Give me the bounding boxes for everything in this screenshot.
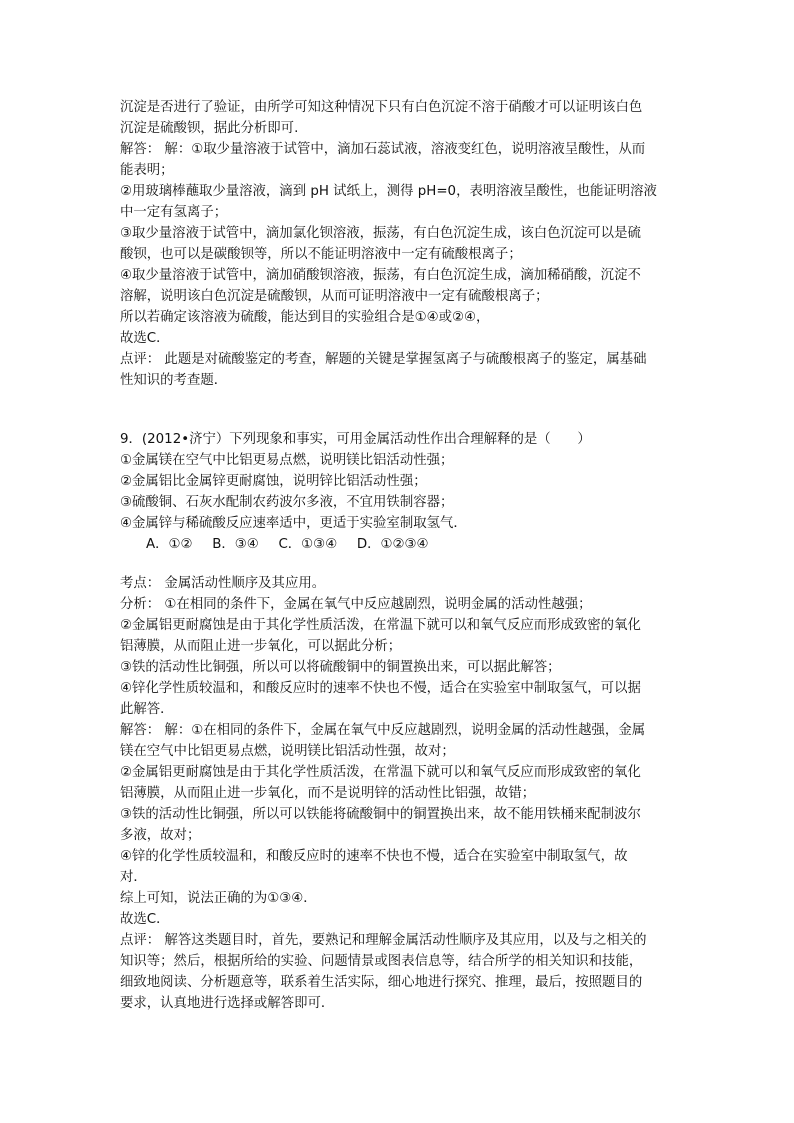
text-line: 点评： 此题是对硫酸鉴定的考查，解题的关键是掌握氢离子与硫酸根离子的鉴定，属基础 xyxy=(120,352,647,367)
text-line: 故选C． xyxy=(120,331,170,346)
text-line: 铝薄膜，从而阻止进一步氧化，而不是说明锌的活动性比铝强，故错； xyxy=(120,786,536,801)
text-line: ②用玻璃棒蘸取少量溶液，滴到 pH 试纸上，测得 pH=0，表明溶液呈酸性，也能证明溶液 xyxy=(120,184,657,199)
text-line: 解答： 解：①在相同的条件下，金属在氧气中反应越剧烈，说明金属的活动性越强，金属 xyxy=(120,723,646,738)
text-line: ②金属铝更耐腐蚀是由于其化学性质活泼，在常温下就可以和氧气反应而形成致密的氧化 xyxy=(120,618,641,633)
text-line: 对． xyxy=(120,870,147,885)
statement: ③硫酸铜、石灰水配制农药波尔多液，不宜用铁制容器； xyxy=(120,495,454,510)
question-stem: 9．(2012•济宁）下列现象和事实，可用金属活动性作出合理解释的是（ ） xyxy=(120,432,591,447)
text-line: ④锌的化学性质较温和，和酸反应时的速率不快也不慢，适合在实验室中制取氢气，故 xyxy=(120,849,628,864)
text-line: 沉淀是硫酸钡，据此分析即可. xyxy=(120,121,299,136)
text-line: ②金属铝更耐腐蚀是由于其化学性质活泼，在常温下就可以和氧气反应而形成致密的氧化 xyxy=(120,765,641,780)
text-line: 能表明； xyxy=(120,163,174,178)
text-line: ④锌化学性质较温和，和酸反应时的速率不快也不慢，适合在实验室中制取氢气，可以据 xyxy=(120,681,641,696)
text-line: ④取少量溶液于试管中，滴加硝酸钡溶液，振荡，有白色沉淀生成，滴加稀硝酸，沉淀不 xyxy=(120,268,641,283)
text-line: 溶解，说明该白色沉淀是硫酸钡，从而可证明溶液中一定有硫酸根离子； xyxy=(120,289,549,304)
text-line: 此解答． xyxy=(120,702,174,717)
text-line: 知识等；然后，根据所给的实验、问题情景或图表信息等，结合所学的相关知识和技能， xyxy=(120,954,643,969)
question-9-solution xyxy=(120,573,680,1014)
statement: ②金属铝比金属锌更耐腐蚀，说明锌比铝活动性强； xyxy=(120,474,427,489)
previous-question-solution xyxy=(120,97,680,391)
text-line: 细致地阅读、分析题意等，联系着生活实际，细心地进行探究、推理，最后，按照题目的 xyxy=(120,975,643,990)
text-line: 故选C． xyxy=(120,912,170,927)
text-line: 铝薄膜，从而阻止进一步氧化，可以据此分析； xyxy=(120,639,402,654)
text-line: 镁在空气中比铝更易点燃，说明镁比铝活动性强，故对； xyxy=(120,744,455,759)
text-line: 分析： ①在相同的条件下，金属在氧气中反应越剧烈，说明金属的活动性越强； xyxy=(120,597,592,612)
text-line: 多液，故对； xyxy=(120,828,201,843)
text-line: 酸钡，也可以是碳酸钡等，所以不能证明溶液中一定有硫酸根离子； xyxy=(120,247,522,262)
text-line: ③铁的活动性比铜强，所以可以将硫酸铜中的铜置换出来，可以据此解答； xyxy=(120,660,561,675)
statement: ④金属锌与稀硫酸反应速率适中，更适于实验室制取氢气． xyxy=(120,516,467,531)
answer-options: A．①② B．③④ C．①③④ D．①②③④ xyxy=(146,537,429,552)
text-line: 沉淀是否进行了验证，由所学可知这种情况下只有白色沉淀不溶于硝酸才可以证明该白色 xyxy=(120,100,643,115)
text-line: 所以若确定该溶液为硫酸，能达到目的实验组合是①④或②④， xyxy=(120,310,490,325)
text-line: 要求，认真地进行选择或解答即可． xyxy=(120,996,335,1011)
text-line: ③铁的活动性比铜强，所以可以铁能将硫酸铜中的铜置换出来，故不能用铁桶来配制波尔 xyxy=(120,807,641,822)
text-line: 点评： 解答这类题目时，首先，要熟记和理解金属活动性顺序及其应用，以及与之相关的 xyxy=(120,933,647,948)
text-line: 综上可知，说法正确的为①③④． xyxy=(120,891,317,906)
statement: ①金属镁在空气中比铝更易点燃，说明镁比铝活动性强； xyxy=(120,453,454,468)
text-line: 解答： 解：①取少量溶液于试管中，滴加石蕊试液，溶液变红色，说明溶液呈酸性，从而 xyxy=(120,142,646,157)
text-line: 性知识的考查题． xyxy=(120,373,228,388)
text-line: 考点： 金属活动性顺序及其应用。 xyxy=(120,576,326,591)
question-9 xyxy=(120,429,680,555)
text-line: 中一定有氢离子； xyxy=(120,205,228,220)
text-line: ③取少量溶液于试管中，滴加氯化钡溶液，振荡，有白色沉淀生成，该白色沉淀可以是硫 xyxy=(120,226,641,241)
